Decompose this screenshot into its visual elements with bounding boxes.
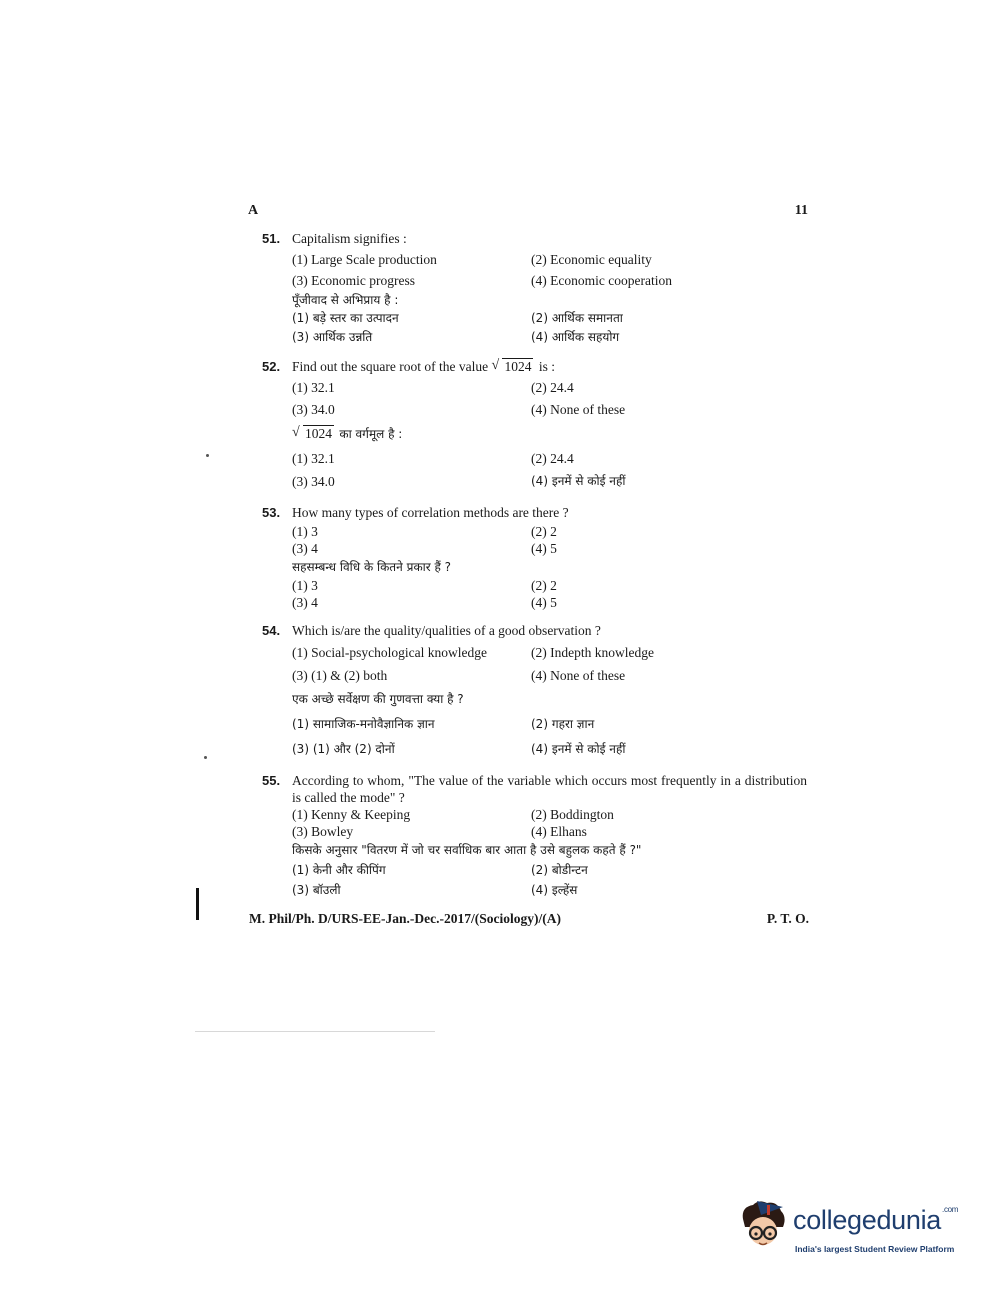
question-number: 54. [262, 623, 281, 638]
question-number: 52. [262, 359, 281, 374]
student-mascot-icon [735, 1197, 791, 1257]
option-4-en: (4) None of these [531, 668, 626, 683]
option-1-en: (1) Kenny & Keeping [292, 807, 411, 822]
brand-tagline: India's largest Student Review Platform [795, 1244, 955, 1254]
option-3-hi: (3) आर्थिक उन्नति [292, 330, 373, 344]
question-text-en: Which is/are the quality/qualities of a good observation ? [292, 623, 601, 638]
option-1-en: (1) Large Scale production [292, 252, 437, 267]
question-54 [262, 621, 807, 762]
exam-code: M. Phil/Ph. D/URS-EE-Jan.-Dec.-2017/(Sociology)/(A) [249, 911, 561, 926]
option-1-hi: (1) 3 [292, 578, 318, 593]
question-number: 53. [262, 505, 281, 520]
question-51 [262, 229, 807, 347]
question-text-en: Find out the square root of the value √ 1024 is : [292, 357, 807, 377]
square-root-expression: √ 1024 [491, 357, 533, 377]
question-series-label: A [248, 203, 259, 218]
question-text-hi: किसके अनुसार "वितरण में जो चर सर्वाधिक बार आता है उसे बहुलक कहते हैं ?" [292, 843, 642, 857]
question-55 [262, 772, 807, 900]
please-turn-over: P. T. O. [766, 911, 809, 926]
option-3-hi: (3) 4 [292, 595, 318, 610]
question-text-en: How many types of correlation methods are there ? [292, 505, 569, 520]
brand-logo [735, 1197, 965, 1267]
option-2-en: (2) Indepth knowledge [531, 645, 654, 660]
page-footer [249, 911, 809, 931]
option-1-hi: (1) सामाजिक-मनोवैज्ञानिक ज्ञान [292, 717, 435, 731]
option-1-en: (1) Social-psychological knowledge [292, 645, 487, 660]
option-1-en: (1) 32.1 [292, 380, 335, 395]
margin-mark [196, 888, 199, 920]
option-4-en: (4) None of these [531, 402, 626, 417]
option-2-hi: (2) आर्थिक समानता [531, 311, 623, 325]
option-4-hi: (4) इनमें से कोई नहीं [531, 474, 626, 488]
question-53 [262, 503, 807, 611]
page-number: 11 [794, 203, 808, 218]
scan-speck [206, 454, 209, 457]
option-3-en: (3) Economic progress [292, 273, 415, 288]
option-2-en: (2) Boddington [531, 807, 614, 822]
brand-name: collegedunia$^{.com}$ [793, 1205, 959, 1235]
question-list [262, 229, 807, 910]
option-4-hi: (4) आर्थिक सहयोग [531, 330, 620, 344]
scan-line [195, 1031, 435, 1032]
question-52 [262, 357, 807, 493]
option-1-hi: (1) बड़े स्तर का उत्पादन [292, 311, 399, 325]
option-4-hi: (4) 5 [531, 595, 557, 610]
option-1-en: (1) 3 [292, 524, 318, 539]
option-4-en: (4) Elhans [531, 824, 587, 839]
option-3-en: (3) 34.0 [292, 402, 335, 417]
option-2-en: (2) 2 [531, 524, 557, 539]
question-text-en: Capitalism signifies : [292, 231, 407, 246]
question-text-hi: सहसम्बन्ध विधि के कितने प्रकार हैं ? [292, 560, 452, 574]
option-3-hi: (3) (1) और (2) दोनों [292, 742, 395, 756]
page-header [248, 203, 808, 223]
option-2-en: (2) Economic equality [531, 252, 652, 267]
option-4-hi: (4) इल्हेंस [531, 883, 578, 897]
question-text-hi: √ 1024 का वर्गमूल है : [262, 421, 807, 447]
option-4-en: (4) 5 [531, 541, 557, 556]
question-text-en: According to whom, "The value of the variable which occurs most frequently in a distribution is called the mode" ? [292, 773, 807, 805]
question-text-hi: एक अच्छे सर्वेक्षण की गुणवत्ता क्या है ? [292, 692, 464, 706]
option-2-hi: (2) बोडीन्टन [531, 863, 588, 877]
option-3-en: (3) 4 [292, 541, 318, 556]
question-text-hi: पूँजीवाद से अभिप्राय है : [292, 293, 399, 307]
option-4-hi: (4) इनमें से कोई नहीं [531, 742, 626, 756]
option-4-en: (4) Economic cooperation [531, 273, 672, 288]
option-3-en: (3) Bowley [292, 824, 354, 839]
option-3-hi: (3) 34.0 [292, 474, 335, 489]
question-number: 51. [262, 231, 281, 246]
question-number: 55. [262, 773, 281, 788]
option-3-hi: (3) बॉउली [292, 883, 341, 897]
option-2-hi: (2) गहरा ज्ञान [531, 717, 595, 731]
option-2-hi: (2) 24.4 [531, 451, 574, 466]
square-root-expression: √ 1024 [292, 421, 334, 447]
scan-speck [204, 756, 207, 759]
option-1-hi: (1) 32.1 [292, 451, 335, 466]
option-2-hi: (2) 2 [531, 578, 557, 593]
option-3-en: (3) (1) & (2) both [292, 668, 388, 683]
option-1-hi: (1) केनी और कीपिंग [292, 863, 386, 877]
option-2-en: (2) 24.4 [531, 380, 574, 395]
